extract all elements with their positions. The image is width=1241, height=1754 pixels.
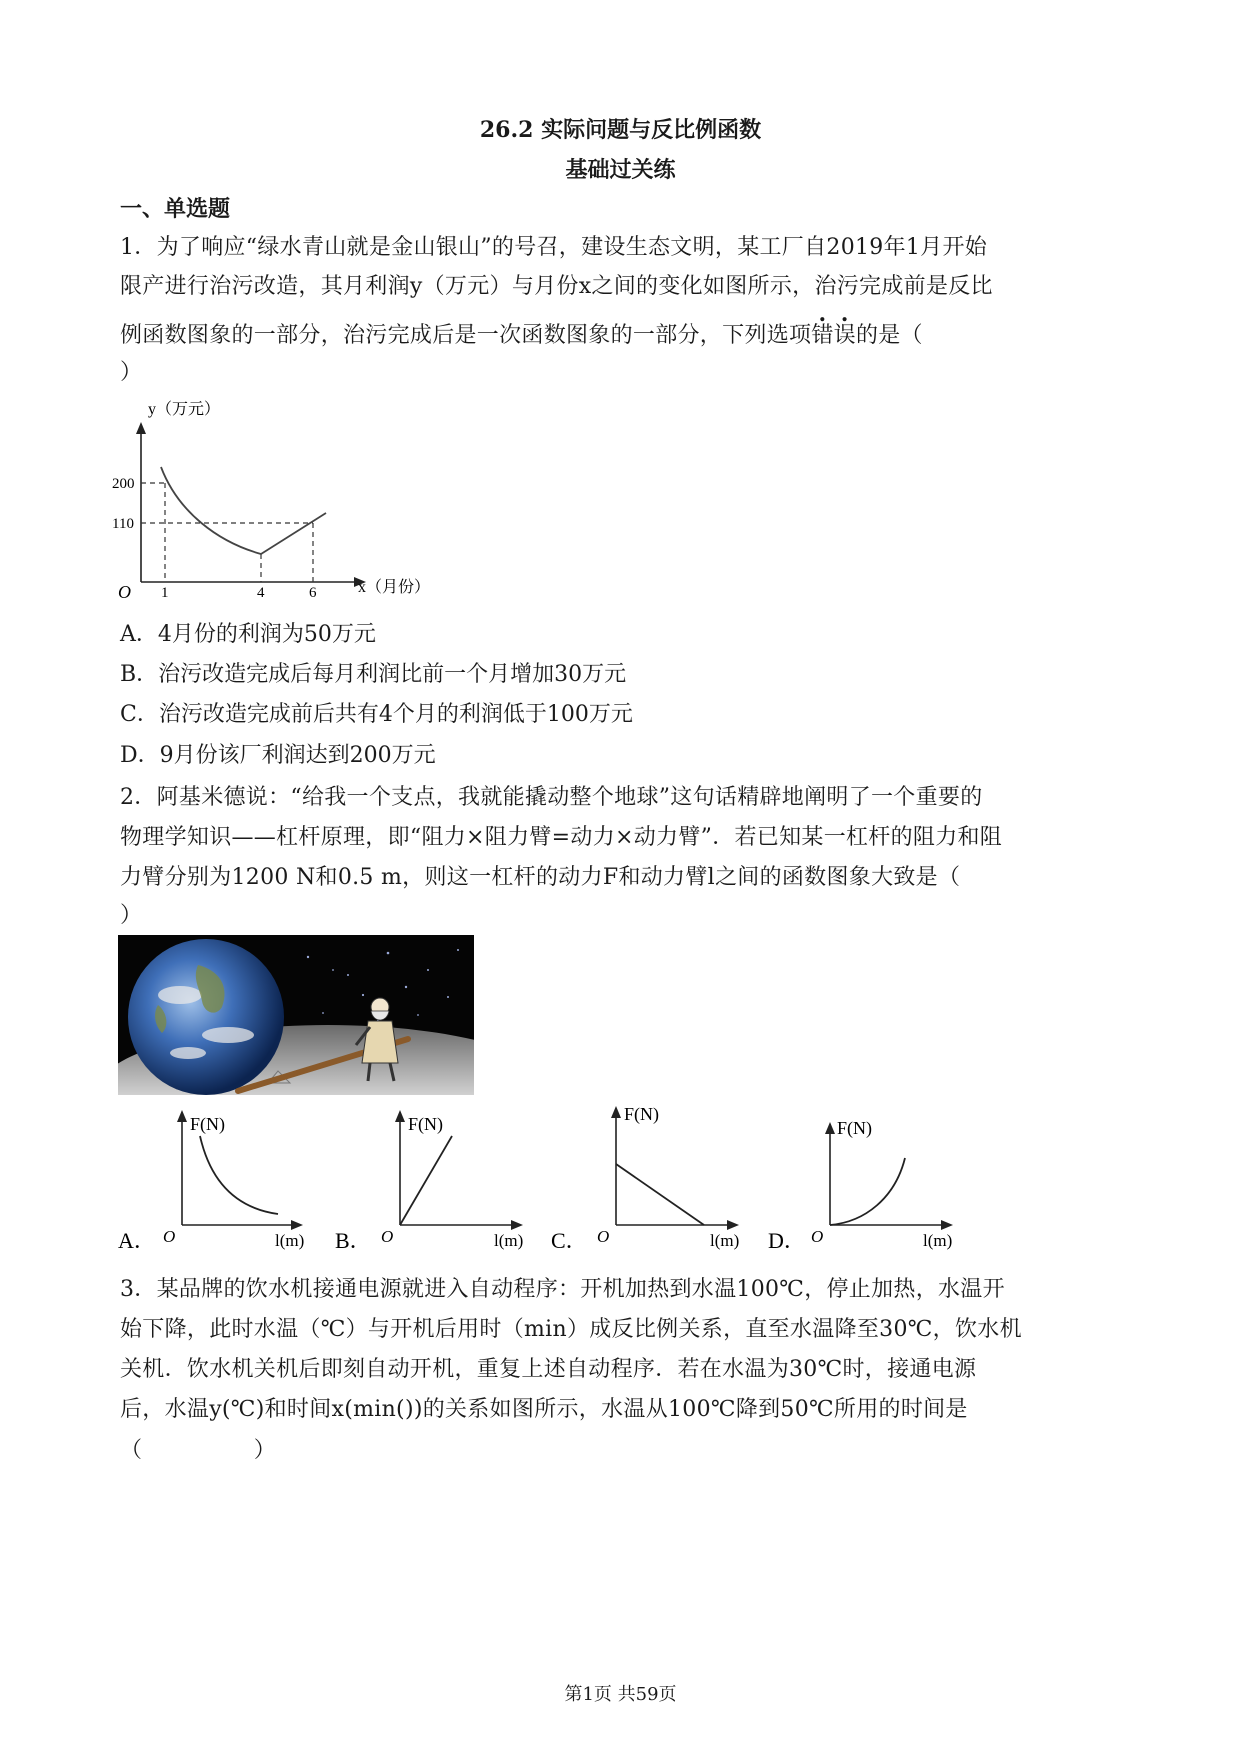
q1-y-axis-label: y（万元） [148, 401, 221, 418]
q1-line-3-end: 的是（ [855, 323, 923, 348]
q2-c-origin: O [597, 1227, 610, 1246]
q2-line-1: 2．阿基米德说：“给我一个支点，我就能撬动整个地球”这句话精辟地阐明了一个重要的 [120, 785, 983, 810]
q2-c-x-label: l(m) [710, 1231, 740, 1250]
q2-d-origin: O [811, 1227, 824, 1246]
q2-option-d-graph [765, 1100, 965, 1260]
q1-option-d: D．9月份该厂利润达到200万元 [120, 743, 436, 768]
q1-option-b: B．治污改造完成后每月利润比前一个月增加30万元 [120, 662, 627, 687]
q3-line-4: 后，水温y(℃)和时间x(min())的关系如图所示，水温从100℃降到50℃所用的时间是 [120, 1397, 968, 1422]
q2-b-line [400, 1136, 452, 1225]
q1-profit-graph [108, 392, 488, 612]
q2-d-y-label: F(N) [837, 1118, 872, 1138]
q1-line-2: 限产进行治污改造，其月利润y（万元）与月份x之间的变化如图所示，治污完成前是反比 [120, 274, 993, 299]
q2-c-y-label: F(N) [624, 1104, 659, 1124]
q1-emphasis-char-1: 错 [811, 323, 834, 348]
q1-x-tick-6: 6 [309, 585, 317, 601]
q2-c-line [616, 1164, 704, 1225]
q2-a-origin: O [163, 1227, 176, 1246]
q1-line-segment [261, 513, 326, 554]
q1-y-tick-200: 200 [112, 476, 135, 492]
q2-d-x-label: l(m) [923, 1231, 953, 1250]
q2-line-3: 力臂分别为1200 N和0.5 m，则这一杠杆的动力F和动力臂l之间的函数图象大致是（ [120, 865, 961, 890]
page-footer: 第1页 共59页 [564, 1684, 677, 1705]
q2-b-y-label: F(N) [408, 1114, 443, 1134]
q2-a-y-label: F(N) [190, 1114, 225, 1134]
q2-option-d-label: D． [768, 1228, 806, 1253]
q2-option-b-graph [332, 1100, 532, 1260]
q3-line-2: 始下降，此时水温（℃）与开机后用时（min）成反比例关系，直至水温降至30℃，饮水机 [120, 1317, 1022, 1342]
q2-d-curve [830, 1158, 905, 1225]
q2-option-a-label: A． [118, 1228, 156, 1253]
q2-option-b-label: B． [335, 1228, 372, 1253]
q1-option-a: A．4月份的利润为50万元 [120, 622, 376, 647]
q1-line-4: ） [120, 360, 143, 385]
q2-line-4: ） [120, 903, 143, 928]
q2-a-curve [200, 1136, 278, 1214]
q3-line-5: （ ） [120, 1438, 277, 1463]
page-title: 26.2 实际问题与反比例函数 [479, 117, 762, 143]
q1-y-tick-110: 110 [112, 516, 134, 532]
q2-option-c-label: C． [551, 1228, 588, 1253]
q1-x-axis-label: x（月份） [358, 579, 431, 596]
q1-x-tick-1: 1 [161, 585, 169, 601]
q2-option-c-graph [548, 1100, 748, 1260]
page-subtitle: 基础过关练 [565, 157, 676, 183]
q2-option-a-graph [115, 1100, 315, 1260]
archimedes-lever-illustration [118, 935, 474, 1095]
section-heading: 一、单选题 [120, 196, 231, 222]
q1-emphasis-char-2: 误 [833, 323, 856, 348]
q1-line-3 [120, 318, 923, 349]
q1-origin-label: O [118, 582, 131, 602]
q1-line-3-start: 例函数图象的一部分，治污完成后是一次函数图象的一部分，下列选项 [120, 323, 812, 348]
q1-option-c: C．治污改造完成前后共有4个月的利润低于100万元 [120, 702, 633, 727]
q2-line-2: 物理学知识——杠杆原理，即“阻力×阻力臂=动力×动力臂”．若已知某一杠杆的阻力和阻 [120, 825, 1003, 850]
q1-x-tick-4: 4 [257, 585, 265, 601]
q3-line-1: 3．某品牌的饮水机接通电源就进入自动程序：开机加热到水温100℃，停止加热，水温开 [120, 1277, 1005, 1302]
q2-a-x-label: l(m) [275, 1231, 305, 1250]
q2-b-x-label: l(m) [494, 1231, 524, 1250]
q2-b-origin: O [381, 1227, 394, 1246]
q1-line-1: 1．为了响应“绿水青山就是金山银山”的号召，建设生态文明，某工厂自2019年1月开始 [120, 235, 988, 260]
q1-curve [161, 467, 261, 554]
q3-line-3: 关机．饮水机关机后即刻自动开机，重复上述自动程序．若在水温为30℃时，接通电源 [120, 1357, 977, 1382]
earth-icon [128, 939, 284, 1095]
